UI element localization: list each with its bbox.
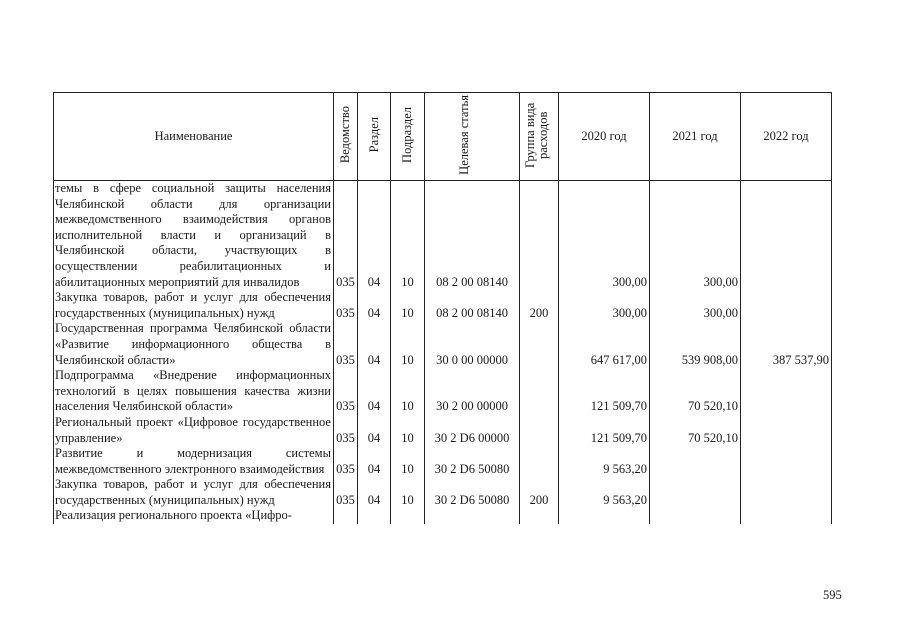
cell-ved: 035 <box>334 446 358 477</box>
header-name: Наименование <box>54 93 334 181</box>
table-row <box>54 181 832 291</box>
cell-podr <box>391 508 425 524</box>
header-gruppa-vida-rashodov: Группа вида расходов <box>520 93 559 181</box>
cell-ved: 035 <box>334 290 358 321</box>
cell-y2020: 121 509,70 <box>559 415 650 446</box>
cell-y2020: 121 509,70 <box>559 368 650 415</box>
cell-name: Подпрограмма «Внедрение информационных технологий в целях повышения качества жизни населения Челябинской области» <box>54 368 334 415</box>
cell-cs <box>425 508 520 524</box>
cell-cs: 30 2 00 00000 <box>425 368 520 415</box>
cell-ved: 035 <box>334 368 358 415</box>
cell-razd <box>358 508 391 524</box>
cell-y2022 <box>741 477 832 508</box>
cell-name: Региональный проект «Цифровое государственное управление» <box>54 415 334 446</box>
cell-razd: 04 <box>358 290 391 321</box>
cell-razd: 04 <box>358 415 391 446</box>
header-celevaya-statya: Целевая статья <box>425 93 520 181</box>
cell-y2022 <box>741 415 832 446</box>
table-row <box>54 477 832 508</box>
cell-y2020 <box>559 508 650 524</box>
cell-y2022: 387 537,90 <box>741 321 832 368</box>
cell-y2021: 70 520,10 <box>650 415 741 446</box>
cell-podr: 10 <box>391 446 425 477</box>
cell-y2020: 300,00 <box>559 290 650 321</box>
table-row <box>54 368 832 415</box>
cell-y2022 <box>741 508 832 524</box>
cell-y2020: 300,00 <box>559 181 650 291</box>
cell-cs: 30 0 00 00000 <box>425 321 520 368</box>
header-2022: 2022 год <box>741 93 832 181</box>
cell-cs: 08 2 00 08140 <box>425 181 520 291</box>
cell-vr <box>520 415 559 446</box>
cell-ved: 035 <box>334 477 358 508</box>
cell-razd: 04 <box>358 368 391 415</box>
cell-name: Развитие и модернизация системы межведомственного электронного взаимодействия <box>54 446 334 477</box>
table-row <box>54 290 832 321</box>
cell-y2022 <box>741 181 832 291</box>
cell-cs: 30 2 D6 00000 <box>425 415 520 446</box>
table-row <box>54 415 832 446</box>
table-row <box>54 321 832 368</box>
cell-cs: 30 2 D6 50080 <box>425 446 520 477</box>
cell-cs: 30 2 D6 50080 <box>425 477 520 508</box>
cell-name: темы в сфере социальной защиты населения Челябинской области для организации межведомственного взаимодействия органов исполнительной власти и организаций в Челябинской области, участвующих в осуществлении реабилитационных и абилитационных мероприятий для инвалидов <box>54 181 334 291</box>
cell-y2022 <box>741 368 832 415</box>
header-2020: 2020 год <box>559 93 650 181</box>
cell-vr: 200 <box>520 290 559 321</box>
table-header-row <box>54 93 832 181</box>
cell-name: Закупка товаров, работ и услуг для обеспечения государственных (муниципальных) нужд <box>54 477 334 508</box>
cell-ved: 035 <box>334 181 358 291</box>
cell-y2021: 300,00 <box>650 181 741 291</box>
cell-name: Реализация регионального проекта «Цифро- <box>54 508 334 524</box>
cell-y2022 <box>741 290 832 321</box>
table-row <box>54 508 832 524</box>
cell-vr: 200 <box>520 477 559 508</box>
cell-name: Государственная программа Челябинской области «Развитие информационного общества в Челябинской области» <box>54 321 334 368</box>
cell-podr: 10 <box>391 181 425 291</box>
cell-y2021 <box>650 446 741 477</box>
cell-ved: 035 <box>334 415 358 446</box>
cell-podr: 10 <box>391 368 425 415</box>
page-number: 595 <box>823 588 842 602</box>
cell-razd: 04 <box>358 181 391 291</box>
header-razdel: Раздел <box>358 93 391 181</box>
cell-y2020: 9 563,20 <box>559 446 650 477</box>
cell-razd: 04 <box>358 446 391 477</box>
cell-vr <box>520 446 559 477</box>
cell-razd: 04 <box>358 477 391 508</box>
header-vedomstvo: Ведомство <box>334 93 358 181</box>
cell-vr <box>520 368 559 415</box>
cell-podr: 10 <box>391 415 425 446</box>
cell-vr <box>520 181 559 291</box>
header-podrazdel: Подраздел <box>391 93 425 181</box>
cell-y2021: 539 908,00 <box>650 321 741 368</box>
cell-vr <box>520 508 559 524</box>
cell-y2021 <box>650 508 741 524</box>
cell-podr: 10 <box>391 321 425 368</box>
budget-table <box>53 92 832 524</box>
cell-vr <box>520 321 559 368</box>
cell-y2021: 70 520,10 <box>650 368 741 415</box>
cell-podr: 10 <box>391 477 425 508</box>
cell-podr: 10 <box>391 290 425 321</box>
cell-name: Закупка товаров, работ и услуг для обеспечения государственных (муниципальных) нужд <box>54 290 334 321</box>
cell-y2021 <box>650 477 741 508</box>
cell-ved <box>334 508 358 524</box>
cell-y2020: 647 617,00 <box>559 321 650 368</box>
cell-ved: 035 <box>334 321 358 368</box>
cell-y2022 <box>741 446 832 477</box>
cell-y2021: 300,00 <box>650 290 741 321</box>
cell-razd: 04 <box>358 321 391 368</box>
cell-cs: 08 2 00 08140 <box>425 290 520 321</box>
header-2021: 2021 год <box>650 93 741 181</box>
table-row <box>54 446 832 477</box>
cell-y2020: 9 563,20 <box>559 477 650 508</box>
